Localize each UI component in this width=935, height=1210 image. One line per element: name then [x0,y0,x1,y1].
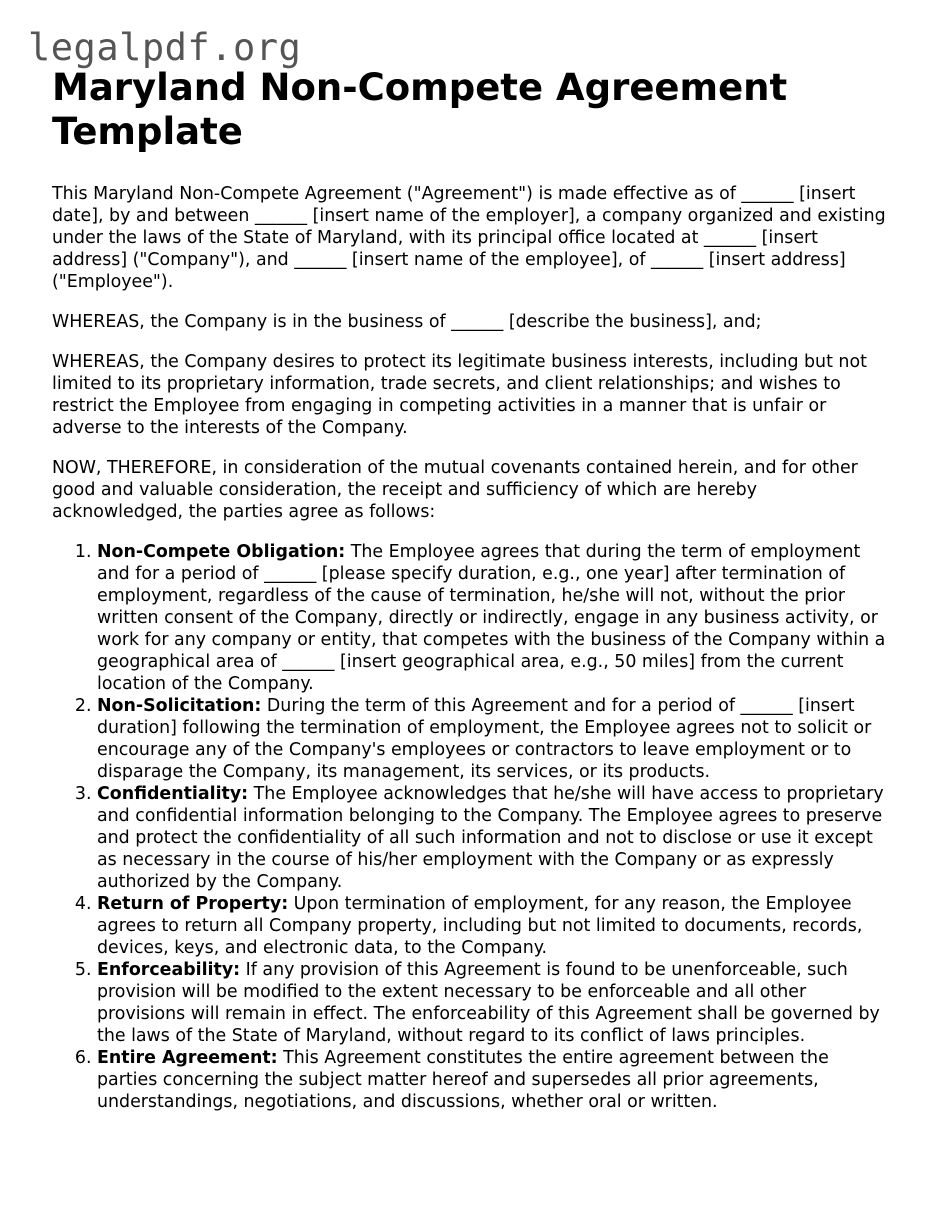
document-title: Maryland Non-Compete Agreement Template [52,66,788,153]
clause-enforceability [97,959,892,1047]
document-body [52,66,892,1113]
clause-text: The Employee agrees that during the term of employment and for a period of ______ [please specify duration, e.g., one year] after termination of employment, regardless of the cause of termination, he/she will not, without the prior written consent of the Company, directly or indirectly, engage in any business activity, or work for any company or entity, that competes with the business of the Company within a geographical area of ______ [insert geographical area, e.g., 50 miles] from the current location of the Company. [97,542,886,694]
clause-heading: Non-Compete Obligation: [97,542,346,562]
clause-text: The Employee acknowledges that he/she will have access to proprietary and confidential information belonging to the Company. The Employee agrees to preserve and protect the confidentiality of all such information and not to disclose or use it except as necessary in the course of his/her employment with the Company or as expressly authorized by the Company. [97,784,884,892]
clause-list [52,541,892,1113]
clause-heading: Entire Agreement: [97,1048,278,1068]
clause-confidentiality [97,783,892,893]
whereas-protect-paragraph: WHEREAS, the Company desires to protect its legitimate business interests, including but not limited to its proprietary information, trade secrets, and client relationships; and wishes to restrict the Employee from engaging in competing activities in a manner that is unfair or adverse to the interests of the Company. [52,352,867,438]
intro-paragraph: This Maryland Non-Compete Agreement ("Agreement") is made effective as of ______ [insert date], by and between ______ [insert name of the employer], a company organized and existing under the laws of the State of Maryland, with its principal office located at ______ [insert address] ("Company"), and ______ [insert name of the employee], of ______ [insert address] ("Employee"). [52,184,886,292]
clause-heading: Return of Property: [97,894,289,914]
whereas-business-paragraph: WHEREAS, the Company is in the business of ______ [describe the business], and; [52,312,762,332]
clause-non-compete [97,541,892,695]
now-therefore-paragraph: NOW, THEREFORE, in consideration of the mutual covenants contained herein, and for other good and valuable consideration, the receipt and sufficiency of which are hereby acknowledged, the parties agree as follows: [52,458,858,522]
clause-heading: Enforceability: [97,960,241,980]
clause-text: During the term of this Agreement and for a period of ______ [insert duration] following the termination of employment, the Employee agrees not to solicit or encourage any of the Company's employees or contractors to leave employment or to disparage the Company, its management, its services, or its products. [97,696,872,782]
clause-heading: Non-Solicitation: [97,696,262,716]
clause-text: Upon termination of employment, for any reason, the Employee agrees to return all Company property, including but not limited to documents, records, devices, keys, and electronic data, to the Company. [97,894,863,958]
clause-non-solicitation [97,695,892,783]
clause-text: If any provision of this Agreement is found to be unenforceable, such provision will be modified to the extent necessary to be enforceable and all other provisions will remain in effect. The enforceability of this Agreement shall be governed by the laws of the State of Maryland, without regard to its conflict of laws principles. [97,960,880,1046]
clause-return-of-property [97,893,892,959]
clause-text: This Agreement constitutes the entire agreement between the parties concerning the subject matter hereof and supersedes all prior agreements, understandings, negotiations, and discussions, whether oral or written. [97,1048,829,1112]
watermark: legalpdf.org [28,26,302,69]
clause-heading: Confidentiality: [97,784,249,804]
clause-entire-agreement [97,1047,892,1113]
